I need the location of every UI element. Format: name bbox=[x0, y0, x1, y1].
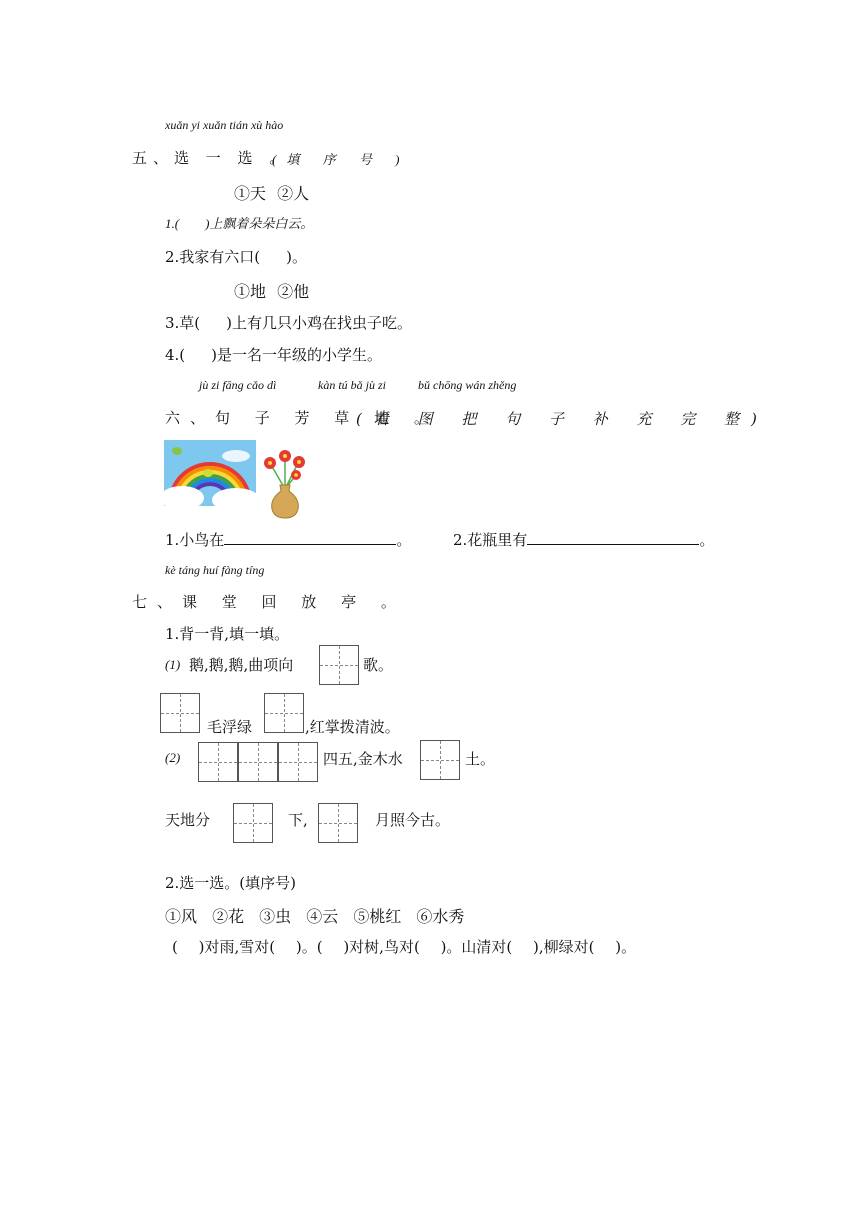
writing-grid[interactable] bbox=[233, 803, 273, 843]
poem-2-line-1b: 土。 bbox=[465, 750, 496, 768]
question-1 bbox=[165, 213, 313, 232]
question-1-prefix: 1.( bbox=[165, 216, 180, 231]
writing-grid[interactable] bbox=[278, 742, 318, 782]
question-3 bbox=[165, 312, 412, 333]
poem-1-line-1b: 歌。 bbox=[363, 656, 394, 674]
pairing-sentence: ( )对雨,雪对( )。( )对树,鸟对( )。山清对( ),柳绿对( )。 bbox=[172, 938, 637, 956]
poem-2-label: (2) bbox=[165, 750, 181, 765]
flower-vase-image bbox=[262, 447, 308, 519]
question-2-prefix: 2.我家有六口( bbox=[165, 248, 261, 266]
writing-grid[interactable] bbox=[264, 693, 304, 733]
poem-1-label: (1) bbox=[165, 657, 181, 672]
sentence-1-blank[interactable] bbox=[224, 528, 396, 545]
sentence-2 bbox=[453, 528, 714, 550]
section5-note: (填 序 号 ) bbox=[272, 152, 410, 167]
section5-pinyin: xuǎn yi xuǎn tián xù hào bbox=[165, 118, 284, 132]
writing-grid[interactable] bbox=[198, 742, 238, 782]
rainbow-image bbox=[164, 440, 256, 506]
question-3-text: )上有几只小鸡在找虫子吃。 bbox=[226, 314, 413, 332]
writing-grid[interactable] bbox=[420, 740, 460, 780]
poem-2-line-2b: 下, bbox=[288, 811, 308, 829]
options-group-2: ①地 ②他 bbox=[234, 282, 310, 301]
sentence-1-text: 1.小鸟在 bbox=[165, 531, 225, 549]
writing-grid[interactable] bbox=[160, 693, 200, 733]
question-2-suffix: )。 bbox=[286, 248, 308, 266]
question-3-prefix: 3.草( bbox=[165, 314, 201, 332]
subquestion-2: 2.选一选。(填序号) bbox=[165, 874, 297, 892]
sentence-2-end: 。 bbox=[699, 531, 715, 549]
question-4-text: )是一名一年级的小学生。 bbox=[211, 346, 383, 364]
question-2 bbox=[165, 246, 307, 267]
section5-title: 五、选 一 选 。 bbox=[132, 149, 291, 167]
writing-grid[interactable] bbox=[238, 742, 278, 782]
section7-pinyin: kè táng huí fàng tíng bbox=[165, 563, 265, 577]
sentence-2-blank[interactable] bbox=[527, 528, 699, 545]
poem-1-line-2a: 毛浮绿 bbox=[207, 718, 253, 736]
poem-2-line-2c: 月照今古。 bbox=[375, 811, 451, 829]
poem-1-line-2b: ,红掌拨清波。 bbox=[305, 718, 400, 736]
section6-pinyin-2: kàn tú bǎ jù zi bbox=[318, 378, 386, 392]
options-group-3: ①风 ②花 ③虫 ④云 ⑤桃红 ⑥水秀 bbox=[165, 907, 465, 926]
sentence-1-end: 。 bbox=[396, 531, 412, 549]
poem-2-line-2a: 天地分 bbox=[165, 811, 211, 829]
section6-pinyin-3: bǔ chōng wán zhěng bbox=[418, 378, 517, 392]
poem-2-line-1a: 四五,金木水 bbox=[323, 750, 403, 768]
question-1-text: )上飘着朵朵白云。 bbox=[205, 216, 314, 231]
subquestion-1: 1.背一背,填一填。 bbox=[165, 625, 290, 643]
writing-grid[interactable] bbox=[319, 645, 359, 685]
question-4-prefix: 4.( bbox=[165, 346, 186, 364]
section6-pinyin-1: jù zi fāng cǎo dì bbox=[199, 378, 277, 392]
section6-title: 六、句 子 芳 草 地 。 bbox=[165, 409, 439, 427]
section6-note: (看 图 把 句 子 补 充 完 整) bbox=[356, 410, 769, 428]
writing-grid[interactable] bbox=[318, 803, 358, 843]
sentence-2-text: 2.花瓶里有 bbox=[453, 531, 528, 549]
section7-title: 七、课 堂 回 放 亭 。 bbox=[132, 593, 406, 611]
sentence-1 bbox=[165, 528, 411, 550]
question-4 bbox=[165, 344, 382, 365]
poem-1-line-1a: 鹅,鹅,鹅,曲项向 bbox=[189, 656, 294, 674]
options-group-1: ①天 ②人 bbox=[234, 184, 310, 203]
